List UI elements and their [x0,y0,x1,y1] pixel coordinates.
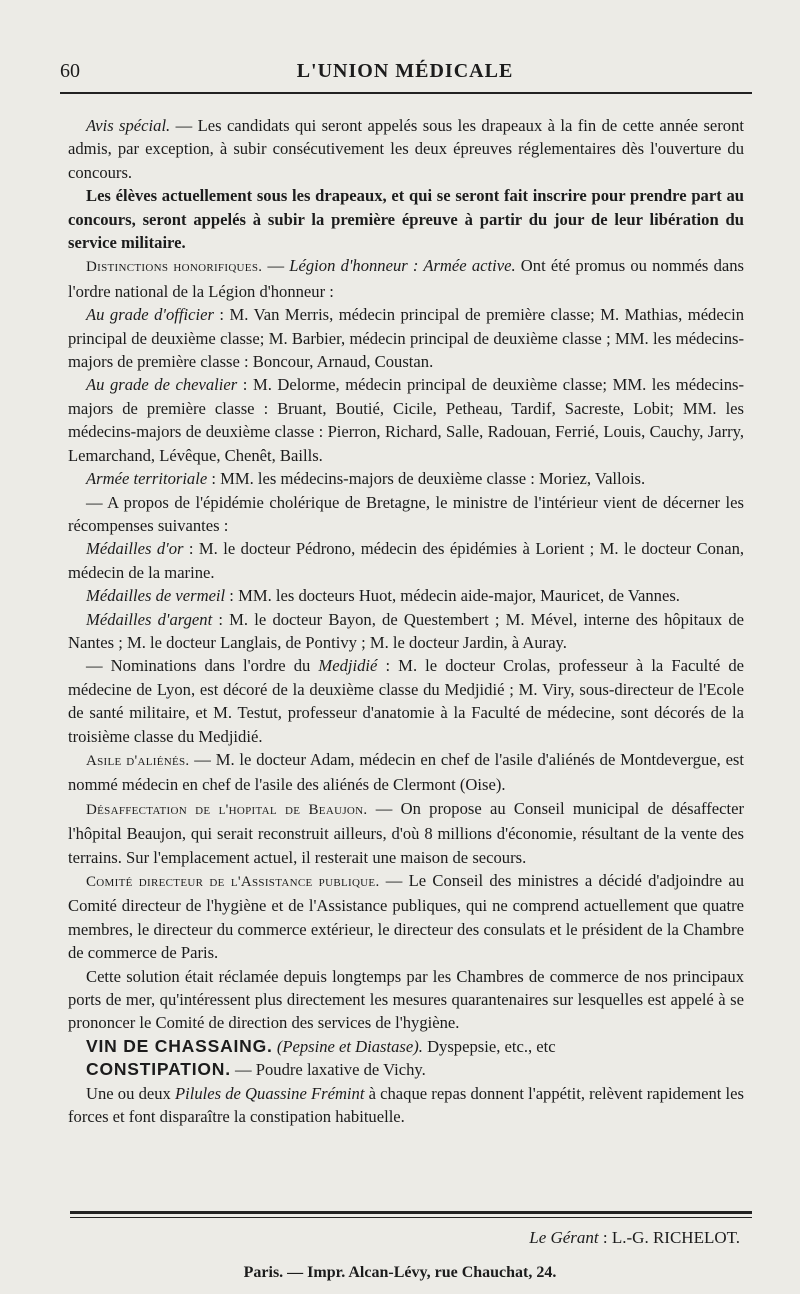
officier-label: Au grade d'officier [86,305,214,325]
desaffectation-label: Désaffectation de l'hopital de Beaujon. [86,801,368,818]
printer-imprint: Paris. — Impr. Alcan-Lévy, rue Chauchat, 24. [243,1264,557,1281]
chevalier-label: Au grade de chevalier [86,375,238,395]
gerant-label: Le Gérant [529,1228,599,1247]
header-rule [60,92,752,94]
constipation-text: — Poudre laxative de Vichy. [230,1060,426,1080]
comite-label: Comité directeur de l'Assistance publique. [86,874,380,890]
or-text: : M. le docteur Pédrono, médecin des épidémies à Lorient ; M. le docteur Conan, médecin de la marine. [68,539,745,582]
vin-paren: (Pepsine et Diastase). [272,1036,423,1056]
footer-rule-thick [70,1211,752,1214]
vin-label: VIN DE CHASSAING. [86,1035,273,1056]
solution-text: Cette solution était réclamée depuis longtemps par les Chambres de commerce de nos principaux ports de mer, qu'intéressent plus directement les mesures quarantenaires sur lesquelles est appelé à se prononcer le Comité de direction des services de l'hygiène. [68,966,744,1033]
paragraph-solution [68,965,744,1035]
officier-text: : M. Van Merris, médecin principal de première classe; M. Mathias, médecin principal de deuxième classe; M. Barbier, médecin principal de deuxième classe ; MM. les médecins-majors de première classe : Boncour, Arnaud, Coustan. [68,305,744,372]
chevalier-text: : M. Delorme, médecin principal de deuxième classe; MM. les médecins-majors de première classe : Bruant, Boutié, Cicile, Petheau, Tardif, Sacreste, Lobit; MM. les médecins-majors de deuxième classe : Pierron, Richard, Salle, Radouan, Ferrié, Louis, Cauchy, Jarry, Lemarchand, Lévêque, Chenêt, Baills. [68,375,744,465]
paragraph-officier [68,303,744,373]
paragraph-avis [68,114,744,184]
comite-text: — Le Conseil des ministres a décidé d'adjoindre au Comité directeur de l'hygiène et de l'Assistance publiques, qui ne comprend actuellement que quatre membres, le directeur du commerce extérieur, le directeur des consulats et le président de la Chambre de commerce de Paris. [68,871,744,963]
avis-text: — Les candidats qui seront appelés sous les drapeaux à la fin de cette année seront admis, par exception, à subir consécutivement les deux épreuves réglementaires dès l'ouverture du concours. [68,116,744,182]
territoriale-label: Armée territoriale [86,469,208,489]
or-label: Médailles d'or [86,539,184,559]
paragraph-medailles-argent [68,608,744,655]
running-title: L'UNION MÉDICALE [296,60,514,82]
paragraph-comite [68,869,744,965]
quassine-text: à chaque repas donnent l'appétit, relèvent rapidement les forces et font disparaître la constipation habituelle. [68,1083,744,1127]
paragraph-territoriale [68,467,744,490]
paragraph-asile [68,748,744,797]
article-body [68,114,744,1128]
quassine-pre: Une ou deux [86,1083,175,1103]
vermeil-label: Médailles de vermeil [86,586,226,606]
avis-label: Avis spécial. [86,116,171,135]
footer-rule-thin [70,1217,752,1218]
ad-constipation [68,1058,744,1081]
vermeil-text: : MM. les docteurs Huot, médecin aide-major, Mauricet, de Vannes. [225,586,680,606]
paragraph-medailles-or [68,537,744,584]
ad-quassine [68,1082,744,1129]
paragraph-bretagne [68,491,744,538]
paragraph-eleves [68,184,744,254]
paragraph-desaffectation [68,797,744,869]
paragraph-chevalier [68,373,744,467]
distinctions-dash: — [262,256,290,276]
legion-label: Légion d'honneur : Armée active. [289,256,516,276]
paragraph-medailles-vermeil [68,584,744,607]
medjidie-pre: — Nominations dans l'ordre du [86,656,319,676]
page-header [60,60,750,90]
asile-label: Asile d'aliénés. [86,752,190,769]
gerant-name: : L.-G. RICHELOT. [598,1228,740,1247]
constipation-label: CONSTIPATION. [86,1059,231,1080]
quassine-label: Pilules de Quassine Frémint [174,1083,365,1103]
argent-label: Médailles d'argent [86,609,213,629]
asile-text: — M. le docteur Adam, médecin en chef de l'asile d'aliénés de Montdevergue, est nommé médecin en chef de l'asile des aliénés de Clermont (Oise). [68,749,744,795]
bretagne-text: — A propos de l'épidémie cholérique de Bretagne, le ministre de l'intérieur vient de décerner les récompenses suivantes : [68,492,744,535]
territoriale-text: : MM. les médecins-majors de deuxième classe : Moriez, Vallois. [207,469,646,489]
eleves-text: Les élèves actuellement sous les drapeaux, et qui se seront fait inscrire pour prendre part au concours, seront appelés à subir la première épreuve à partir du jour de leur libération du service militaire. [68,186,744,253]
distinctions-label: Distinctions honorifiques. [86,259,263,276]
desaffectation-text: — On propose au Conseil municipal de désaffecter l'hôpital Beaujon, qui serait reconstruit ailleurs, d'où 8 millions d'économie, résultant de la vente des terrains. Sur l'emplacement actuel, il resterait une maison de secours. [68,798,744,867]
page-number: 60 [60,60,80,82]
medjidie-label: Medjidié [318,656,378,676]
vin-text: Dyspepsie, etc., etc [422,1036,556,1056]
ad-vin-chassaing [68,1035,744,1058]
argent-text: : M. le docteur Bayon, de Questembert ; M. Mével, interne des hôpitaux de Nantes ; M. le docteur Langlais, de Pontivy ; M. le docteur Jardin, à Auray. [68,609,745,652]
paragraph-medjidie [68,654,744,748]
distinctions-text: Ont été promus ou nommés dans l'ordre national de la Légion d'honneur : [68,256,744,301]
medjidie-text: : M. le docteur Crolas, professeur à la Faculté de médecine de Lyon, est décoré de la deuxième classe du Medjidié ; M. Viry, sous-directeur de l'Ecole de santé militaire, et M. Testut, professeur d'anatomie à la Faculté de médecine, sont décorés de la troisième classe du Medjidié. [68,656,744,746]
gerant-signature [529,1228,740,1248]
paragraph-distinctions [68,254,744,303]
